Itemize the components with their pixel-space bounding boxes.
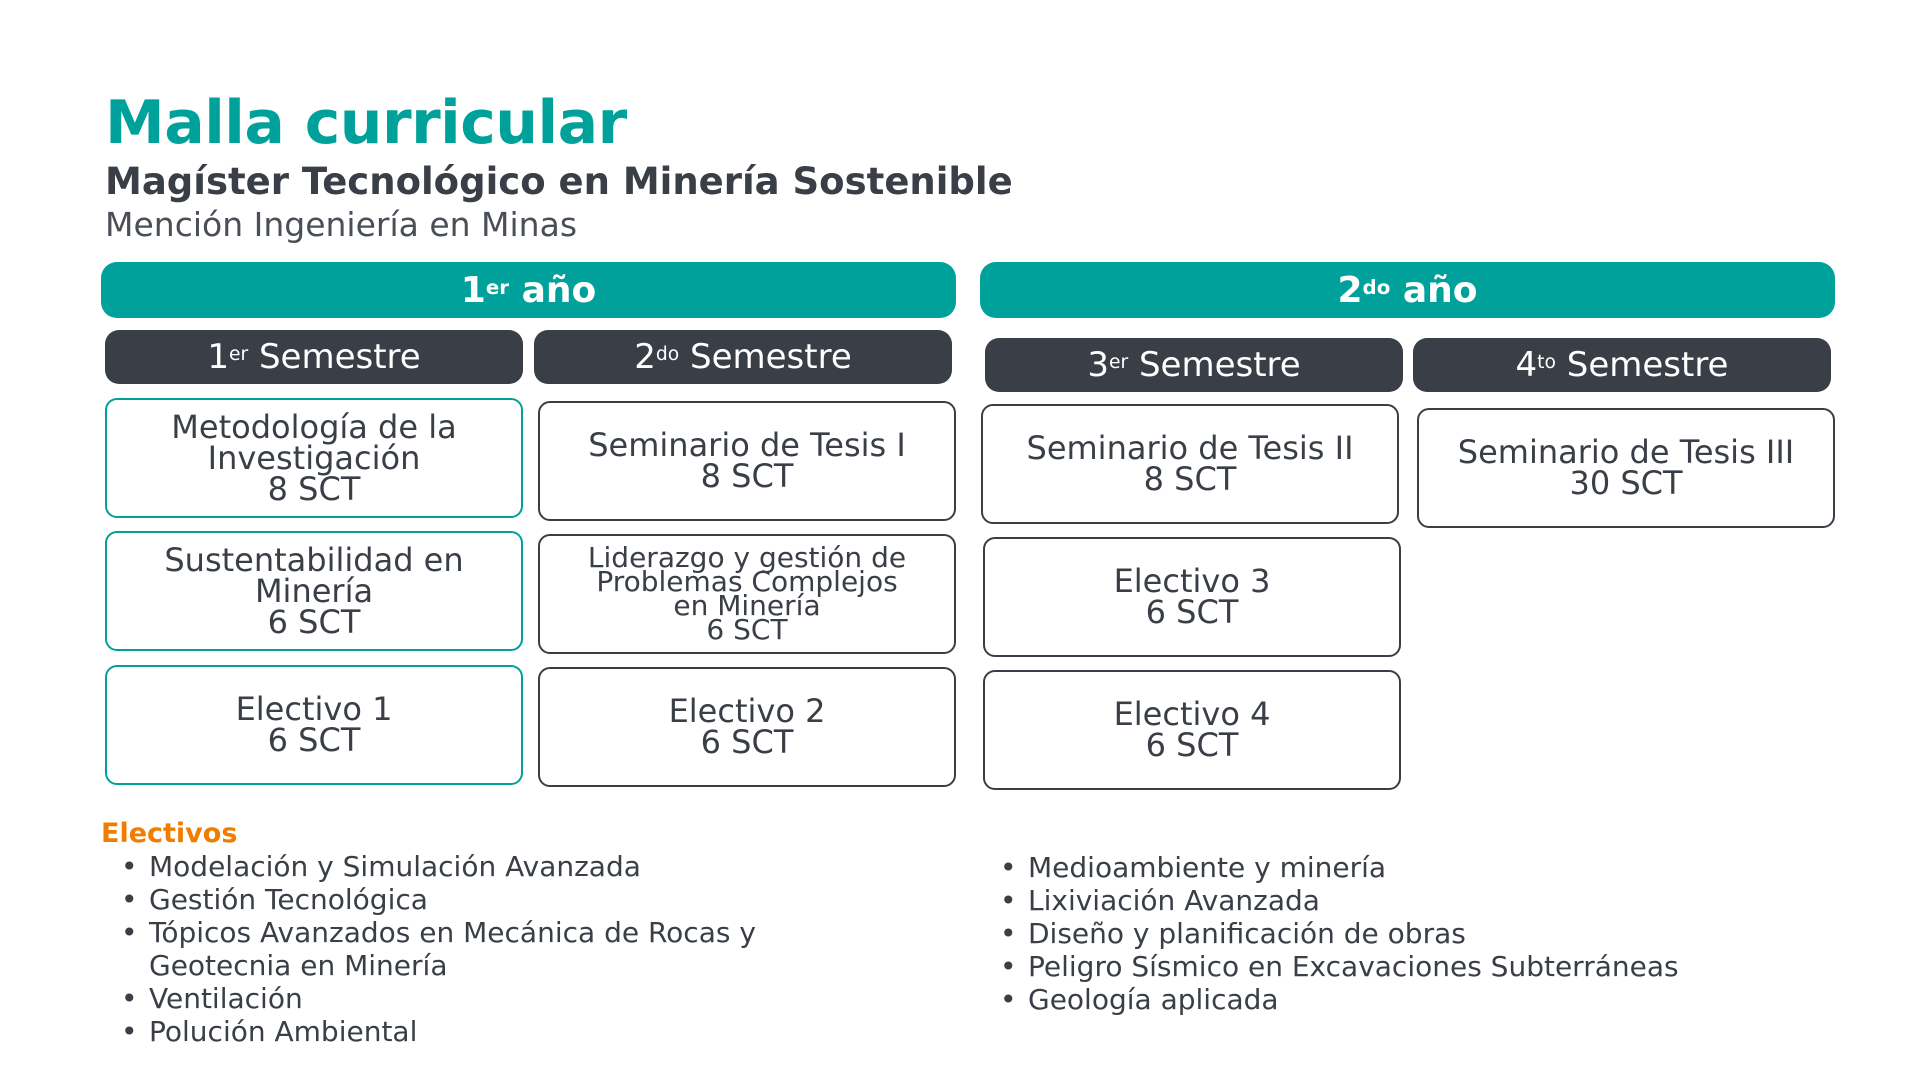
course-credits: 8 SCT (700, 457, 794, 495)
semester-1-number: 1 (207, 337, 229, 377)
course-name-line: Seminario de Tesis II (1026, 429, 1354, 467)
semester-4-suffix: to (1537, 351, 1556, 373)
semester-2-label: Semestre (690, 337, 852, 377)
page-title: Malla curricular (105, 88, 627, 158)
course-name-line: en Minería (673, 589, 821, 622)
course-seminario-tesis-2 (981, 404, 1399, 524)
year-2-label: año (1402, 269, 1478, 311)
course-name-line: Seminario de Tesis III (1457, 433, 1795, 471)
electivos-heading: Electivos (101, 818, 238, 849)
course-name-line: Sustentabilidad en (164, 540, 464, 579)
course-name-line: Electivo 2 (668, 692, 826, 730)
course-electivo-3 (983, 537, 1401, 657)
course-name-line: Liderazgo y gestión de (587, 541, 907, 574)
semester-2-suffix: do (655, 343, 680, 365)
course-seminario-tesis-1 (538, 401, 956, 521)
course-name-line: Seminario de Tesis I (588, 426, 906, 464)
electivos-list-left (101, 850, 861, 1048)
semester-4-number: 4 (1515, 345, 1538, 385)
course-sustentabilidad-mineria (105, 531, 523, 651)
list-item-text: Modelación y Simulación Avanzada (149, 850, 641, 883)
list-item-text: Ventilación (149, 982, 303, 1015)
course-credits: 6 SCT (267, 602, 361, 641)
list-item (980, 983, 1840, 1016)
semester-3-number: 3 (1087, 345, 1109, 385)
course-credits: 6 SCT (1145, 726, 1239, 764)
year-1-header (101, 262, 956, 318)
year-1-number: 1 (460, 269, 486, 311)
year-1-label: año (521, 269, 597, 311)
course-credits: 6 SCT (706, 613, 788, 646)
year-2-number: 2 (1337, 269, 1363, 311)
semester-3-header (985, 338, 1403, 392)
course-name-line: Electivo 1 (235, 690, 393, 728)
year-1-suffix: er (485, 275, 510, 299)
course-credits: 6 SCT (700, 723, 794, 761)
list-item-text: Gestión Tecnológica (149, 883, 428, 916)
list-item (101, 916, 861, 982)
course-credits: 8 SCT (267, 469, 361, 508)
course-name-line: Investigación (207, 438, 421, 477)
year-2-suffix: do (1362, 275, 1391, 299)
program-subtitle: Magíster Tecnológico en Minería Sostenible (105, 160, 1013, 203)
course-electivo-1 (105, 665, 523, 785)
list-item-text: Tópicos Avanzados en Mecánica de Rocas y (149, 916, 756, 949)
list-item-text: Geotecnia en Minería (149, 949, 448, 982)
semester-2-number: 2 (634, 337, 656, 377)
list-item (980, 851, 1840, 884)
year-2-header (980, 262, 1835, 318)
course-name-line: Minería (254, 571, 374, 610)
course-electivo-2 (538, 667, 956, 787)
semester-3-label: Semestre (1138, 345, 1301, 385)
list-item-text: Lixiviación Avanzada (1028, 884, 1320, 917)
list-item (980, 950, 1840, 983)
course-credits: 30 SCT (1569, 464, 1683, 502)
course-name-line: Electivo 3 (1113, 562, 1271, 600)
course-credits: 6 SCT (1145, 593, 1239, 631)
list-item-text: Diseño y planificación de obras (1028, 917, 1466, 950)
list-item (101, 883, 861, 916)
course-credits: 8 SCT (1143, 460, 1237, 498)
list-item-text: Geología aplicada (1028, 983, 1279, 1016)
list-item (101, 1015, 861, 1048)
list-item-text: Medioambiente y minería (1028, 851, 1387, 884)
electivos-list-right (980, 851, 1840, 1016)
course-name-line: Metodología de la (171, 407, 457, 446)
list-item (980, 917, 1840, 950)
semester-1-label: Semestre (258, 337, 421, 377)
list-item-text: Polución Ambiental (149, 1015, 418, 1048)
course-credits: 6 SCT (267, 721, 361, 759)
course-name-line: Electivo 4 (1113, 695, 1271, 733)
course-electivo-4 (983, 670, 1401, 790)
program-mention: Mención Ingeniería en Minas (105, 205, 578, 244)
semester-3-suffix: er (1108, 351, 1129, 373)
list-item (101, 850, 861, 883)
semester-1-suffix: er (228, 343, 249, 365)
list-item (101, 982, 861, 1015)
course-liderazgo-gestion (538, 534, 956, 654)
list-item (980, 884, 1840, 917)
semester-2-header (534, 330, 952, 384)
course-metodologia-investigacion (105, 398, 523, 518)
list-item-text: Peligro Sísmico en Excavaciones Subterráneas (1028, 950, 1679, 983)
semester-4-header (1413, 338, 1831, 392)
semester-1-header (105, 330, 523, 384)
course-seminario-tesis-3 (1417, 408, 1835, 528)
semester-4-label: Semestre (1566, 345, 1729, 385)
course-name-line: Problemas Complejos (596, 565, 898, 598)
